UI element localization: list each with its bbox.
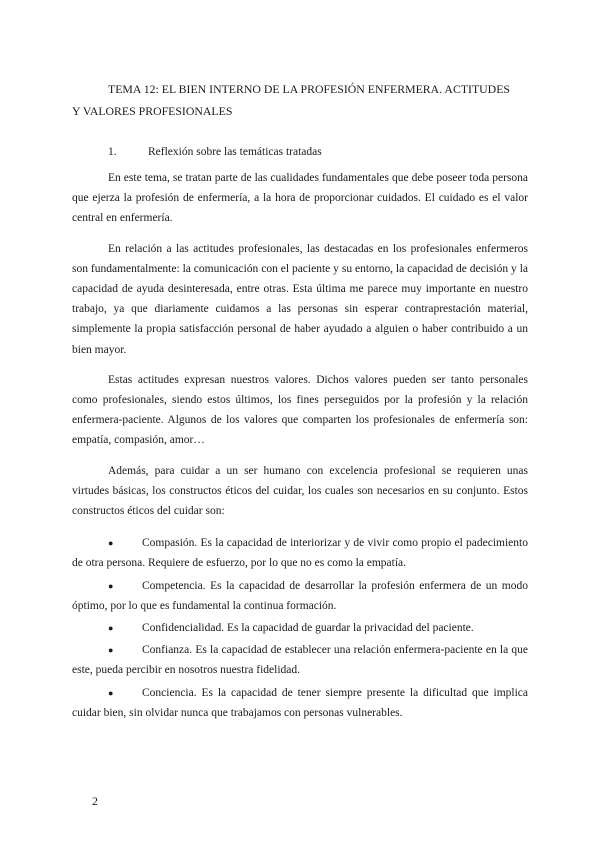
bullet-icon: ● bbox=[108, 687, 114, 698]
list-item-text: Confidencialidad. Es la capacidad de guardar la privacidad del paciente. bbox=[142, 622, 474, 635]
paragraph: Además, para cuidar a un ser humano con excelencia profesional se requieren unas virtudes básicas, los constructos éticos del cuidar, los cuales son necesarios en su conjunto. Estos constructos éticos del cuidar son: bbox=[72, 464, 528, 518]
title-line-2: Y VALORES PROFESIONALES bbox=[72, 104, 233, 118]
list-item bbox=[72, 683, 528, 723]
list-item bbox=[72, 618, 528, 638]
section-number: 1. bbox=[108, 146, 117, 158]
list-item-text: Confianza. Es la capacidad de establecer una relación enfermera-paciente en la que este, pueda percibir en nosotros nuestra fidelidad. bbox=[72, 644, 528, 677]
document-title bbox=[72, 78, 528, 122]
paragraph: Estas actitudes expresan nuestros valores. Dichos valores pueden ser tanto personales como profesionales, siendo estos últimos, los fines perseguidos por la profesión y la relación enfermera-paciente. Algunos de los valores que comparten los profesionales de enfermería son: empatía, compasión, amor… bbox=[72, 373, 528, 447]
page-content bbox=[72, 78, 528, 723]
bullet-icon: ● bbox=[108, 538, 114, 549]
list-item-text: Compasión. Es la capacidad de interiorizar y de vivir como propio el padecimiento de otra persona. Requiere de esfuerzo, por lo que no es como la empatía. bbox=[72, 537, 528, 570]
list-item bbox=[72, 640, 528, 680]
paragraph: En relación a las actitudes profesionales, las destacadas en los profesionales enfermeros son fundamentalmente: la comunicación con el paciente y su entorno, la capacidad de decisión y la capacidad de ayuda desinteresada, entre otras. Esta última me parece muy importante en nuestro trabajo, ya que diariamente cuidamos a las personas sin esperar contraprestación material, simplemente la propia satisfacción personal de haber ayudado a alguien o haber contribuido a un bien mayor. bbox=[72, 242, 528, 356]
list-item bbox=[72, 576, 528, 616]
section-heading bbox=[72, 142, 528, 162]
list-item-text: Conciencia. Es la capacidad de tener siempre presente la dificultad que implica cuidar bien, sin olvidar nunca que trabajamos con personas vulnerables. bbox=[72, 686, 528, 719]
bullet-icon: ● bbox=[108, 645, 114, 656]
ethical-constructs-list bbox=[72, 533, 528, 723]
list-item-text: Competencia. Es la capacidad de desarrollar la profesión enfermera de un modo óptimo, por lo que es fundamental la continua formación. bbox=[72, 579, 528, 612]
bullet-icon: ● bbox=[108, 623, 114, 634]
paragraph: En este tema, se tratan parte de las cualidades fundamentales que debe poseer toda persona que ejerza la profesión de enfermería, a la hora de proporcionar cuidados. El cuidado es el valor central en enfermería. bbox=[72, 172, 528, 225]
list-item bbox=[72, 533, 528, 573]
section-title: Reflexión sobre las temáticas tratadas bbox=[148, 146, 322, 158]
title-line-1: TEMA 12: EL BIEN INTERNO DE LA PROFESIÓN ENFERMERA. ACTITUDES bbox=[108, 82, 510, 96]
bullet-icon: ● bbox=[108, 580, 114, 591]
page-number: 2 bbox=[92, 794, 98, 808]
